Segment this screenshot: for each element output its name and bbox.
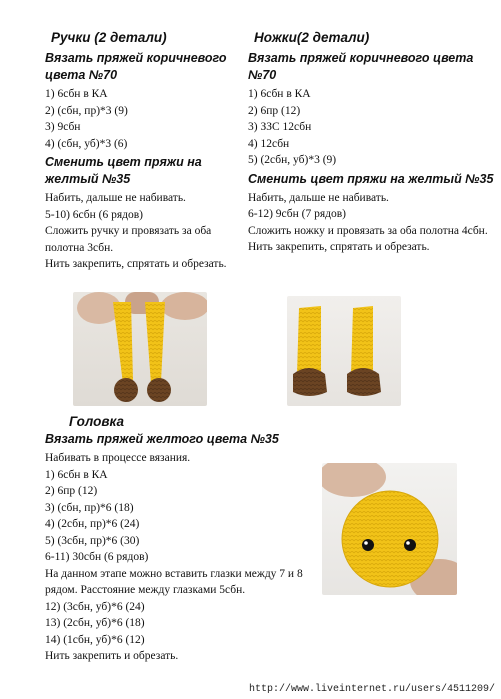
arms-row: 5-10) 6сбн (6 рядов) <box>45 208 144 221</box>
head-row: 13) (2сбн, уб)*6 (18) <box>45 617 145 629</box>
legs-photo <box>287 296 401 406</box>
head-row: 1) 6сбн в КА <box>45 468 108 481</box>
arms-row: 1) 6сбн в КА <box>45 88 108 100</box>
legs-row: Набить, дальше не набивать. <box>248 191 389 204</box>
arms-title: Ручки (2 детали) <box>51 30 167 45</box>
head-row: 12) (3сбн, уб)*6 (24) <box>45 600 145 613</box>
arms-brown-header: Вязать пряжей коричневого цвета №70 <box>45 51 227 82</box>
head-illustration <box>322 463 457 595</box>
head-row: 6-11) 30сбн (6 рядов) <box>45 551 149 563</box>
head-row: 2) 6пр (12) <box>45 485 98 497</box>
head-row: Набивать в процессе вязания. <box>45 452 191 464</box>
arms-row: 4) (сбн, уб)*3 (6) <box>45 137 128 150</box>
legs-row: Нить закрепить, спрятать и обрезать. <box>248 241 430 253</box>
legs-row: 5) (2сбн, уб)*3 (9) <box>248 154 337 166</box>
arms-row: 3) 9сбн <box>45 121 81 133</box>
arms-row: Сложить ручку и провязать за оба полотна 3сбн. <box>45 225 212 254</box>
head-title: Головка <box>69 414 124 429</box>
legs-row: 3) ЗЗС 12сбн <box>248 121 312 133</box>
legs-row: Сложить ножку и провязать за оба полотна 4сбн. <box>248 224 488 237</box>
arms-yellow-header: Сменить цвет пряжи на желтый №35 <box>45 155 202 186</box>
legs-brown-header: Вязать пряжей коричневого цвета №70 <box>248 51 474 82</box>
head-row: 5) (3сбн, пр)*6 (30) <box>45 534 140 547</box>
source-url[interactable]: http://www.liveinternet.ru/users/4511209/ <box>248 684 495 695</box>
head-row: Нить закрепить и обрезать. <box>45 650 179 662</box>
head-row: На данном этапе можно вставить глазки между 7 и 8 рядом. Расстояние между глазками 5сбн. <box>45 567 303 596</box>
arms-illustration <box>73 292 207 406</box>
legs-row: 2) 6пр (12) <box>248 104 301 117</box>
arms-row: Набить, дальше не набивать. <box>45 192 186 204</box>
head-photo <box>322 463 457 595</box>
head-section <box>45 414 325 665</box>
legs-row: 4) 12сбн <box>248 137 290 150</box>
legs-title: Ножки(2 детали) <box>254 30 370 45</box>
head-row: 4) (2сбн, пр)*6 (24) <box>45 518 140 530</box>
head-row: 14) (1сбн, уб)*6 (12) <box>45 633 145 646</box>
legs-illustration <box>287 296 401 406</box>
arms-section <box>45 30 250 273</box>
legs-row: 1) 6сбн в КА <box>248 88 311 100</box>
legs-section <box>248 30 498 256</box>
arms-photo <box>73 292 207 406</box>
arms-row: Нить закрепить, спрятать и обрезать. <box>45 258 227 270</box>
legs-yellow-header: Сменить цвет пряжи на желтый №35 <box>248 171 494 186</box>
arms-row: 2) (сбн, пр)*3 (9) <box>45 104 128 117</box>
head-yellow-header: Вязать пряжей желтого цвета №35 <box>45 432 279 446</box>
legs-row: 6-12) 9сбн (7 рядов) <box>248 208 347 220</box>
head-row: 3) (сбн, пр)*6 (18) <box>45 501 134 514</box>
